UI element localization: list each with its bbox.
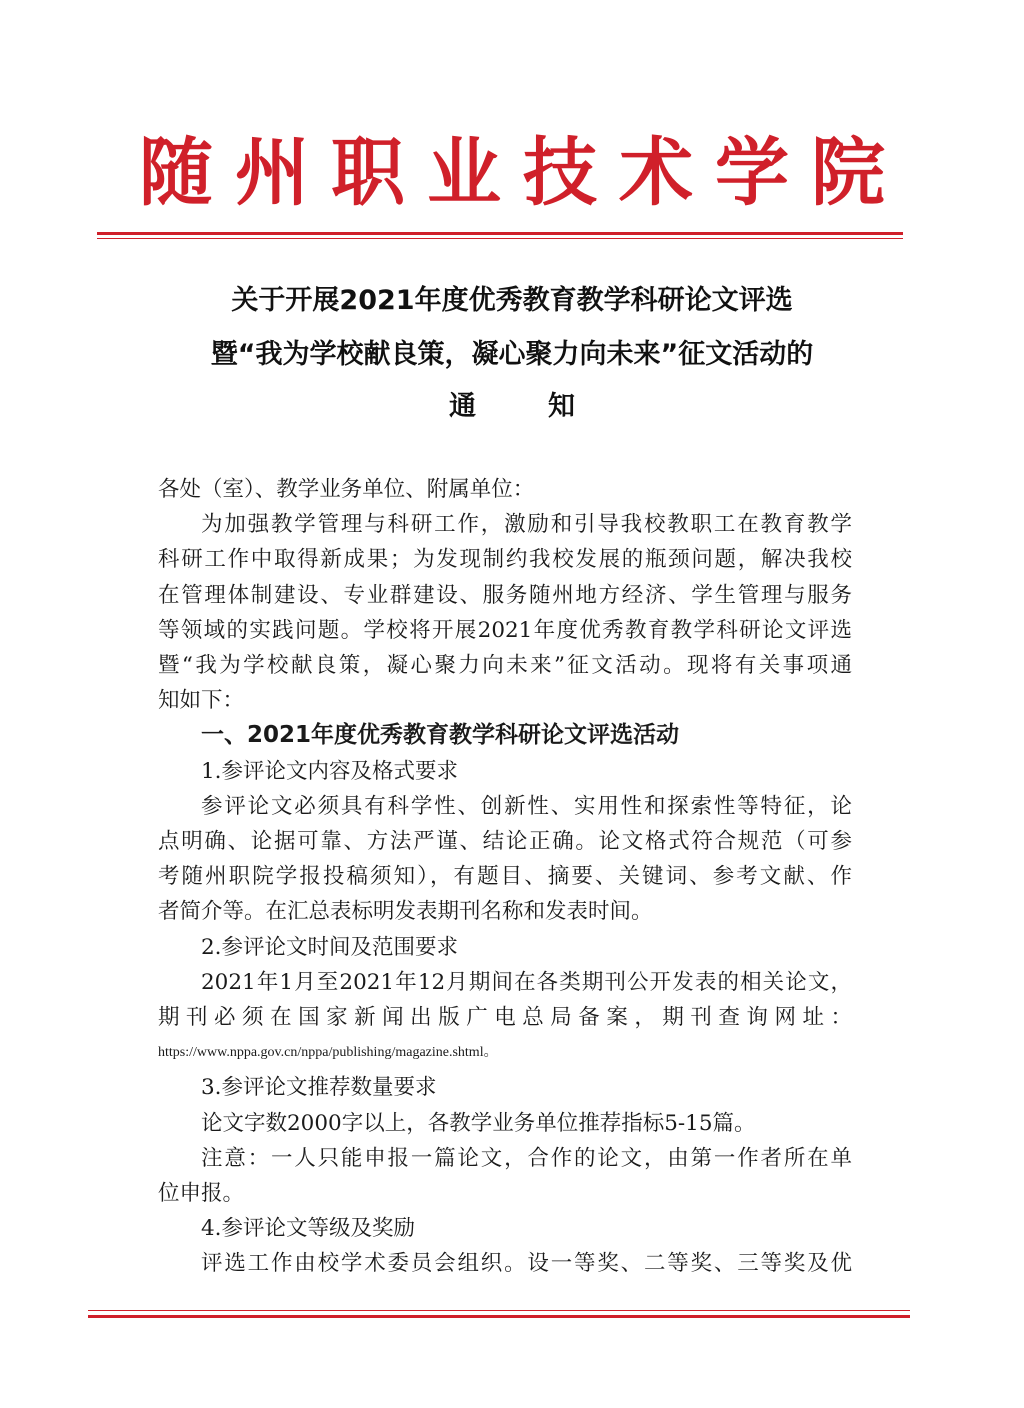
item-1-line: 点明确、论据可靠、方法严谨、结论正确。论文格式符合规范（可参 bbox=[158, 829, 852, 855]
institution-masthead: 随州职业技术学院 bbox=[139, 130, 907, 216]
item-2-heading: 2.参评论文时间及范围要求 bbox=[201, 934, 459, 960]
intro-line: 科研工作中取得新成果；为发现制约我校发展的瓶颈问题，解决我校 bbox=[158, 547, 852, 573]
journal-query-url: https://www.nppa.gov.cn/nppa/publishing/magazine.shtml。 bbox=[158, 1045, 498, 1061]
header-rule-thin bbox=[97, 238, 903, 239]
section-1-heading: 一、2021年度优秀教育教学科研论文评选活动 bbox=[201, 722, 680, 749]
item-3-note-line: 注意：一人只能申报一篇论文，合作的论文，由第一作者所在单 bbox=[201, 1145, 852, 1171]
item-3-note-line: 位申报。 bbox=[158, 1181, 245, 1207]
intro-line: 在管理体制建设、专业群建设、服务随州地方经济、学生管理与服务 bbox=[158, 582, 852, 608]
item-4-text: 评选工作由校学术委员会组织。设一等奖、二等奖、三等奖及优 bbox=[201, 1251, 852, 1277]
intro-line: 暨“我为学校献良策，凝心聚力向未来”征文活动。现将有关事项通 bbox=[158, 653, 852, 679]
item-4-heading: 4.参评论文等级及奖励 bbox=[201, 1216, 416, 1242]
item-1-heading: 1.参评论文内容及格式要求 bbox=[201, 758, 459, 784]
title-line-1: 关于开展2021年度优秀教育教学科研论文评选 bbox=[231, 285, 793, 316]
item-1-line: 参评论文必须具有科学性、创新性、实用性和探索性等特征，论 bbox=[201, 793, 852, 819]
header-rule-thick bbox=[97, 232, 903, 235]
item-2-line: 2021年1月至2021年12月期间在各类期刊公开发表的相关论文， bbox=[201, 969, 852, 995]
document-body bbox=[158, 472, 852, 1282]
item-3-text: 论文字数2000字以上，各教学业务单位推荐指标5-15篇。 bbox=[201, 1110, 756, 1136]
intro-line: 知如下： bbox=[158, 688, 245, 714]
intro-line: 为加强教学管理与科研工作，激励和引导我校教职工在教育教学 bbox=[201, 512, 852, 538]
intro-line: 等领域的实践问题。学校将开展2021年度优秀教育教学科研论文评选 bbox=[158, 617, 852, 643]
footer-rule-thick bbox=[88, 1315, 910, 1318]
title-line-3: 通知 bbox=[449, 391, 647, 422]
item-1-line: 者简介等。在汇总表标明发表期刊名称和发表时间。 bbox=[158, 899, 653, 925]
salutation: 各处（室）、教学业务单位、附属单位： bbox=[158, 477, 535, 502]
item-2-line: 期刊必须在国家新闻出版广电总局备案，期刊查询网址： bbox=[158, 1005, 852, 1031]
footer-rule-thin bbox=[88, 1310, 910, 1311]
title-line-2: 暨“我为学校献良策，凝心聚力向未来”征文活动的 bbox=[210, 339, 814, 370]
item-1-line: 考随州职院学报投稿须知），有题目、摘要、关键词、参考文献、作 bbox=[158, 864, 852, 890]
item-3-heading: 3.参评论文推荐数量要求 bbox=[201, 1075, 437, 1101]
